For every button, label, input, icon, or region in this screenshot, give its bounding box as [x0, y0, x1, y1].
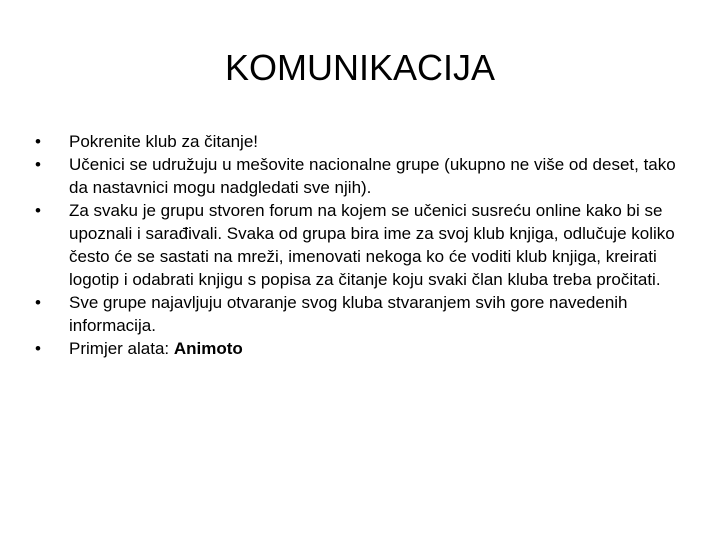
bullet-item — [0, 291, 720, 337]
bullet-text: Pokrenite klub za čitanje! — [69, 132, 258, 151]
tool-name: Animoto — [173, 339, 243, 358]
slide-title: KOMUNIKACIJA — [224, 47, 496, 88]
bullet-dot-icon: • — [35, 201, 41, 220]
bullet-item — [0, 130, 720, 153]
bullet-item — [0, 337, 720, 360]
bullet-text: Za svaku je grupu stvoren forum na kojem se učenici susreću online kako bi se upoznali i sarađivali. Svaka od grupa bira ime za svoj klub knjiga, odlučuje koliko često će se sastati na mreži, imenovati nekoga ko će voditi klub knjiga, kreirati logotip i odabrati knjigu s popisa za čitanje koju svaki član kluba treba pročitati. — [69, 201, 675, 289]
bullet-dot-icon: • — [35, 132, 41, 151]
bullet-dot-icon: • — [35, 155, 41, 174]
bullet-text: Sve grupe najavljuju otvaranje svog kluba stvaranjem svih gore navedenih informacija. — [69, 293, 628, 335]
bullet-dot-icon: • — [35, 293, 41, 312]
bullet-text: Primjer alata: — [69, 339, 174, 358]
bullet-text: Učenici se udružuju u mešovite nacionalne grupe (ukupno ne više od deset, tako da nastavnici mogu nadgledati sve njih). — [69, 155, 676, 197]
bullet-item — [0, 199, 720, 291]
bullet-item — [0, 153, 720, 199]
bullet-list — [0, 130, 720, 360]
bullet-dot-icon: • — [35, 339, 41, 358]
